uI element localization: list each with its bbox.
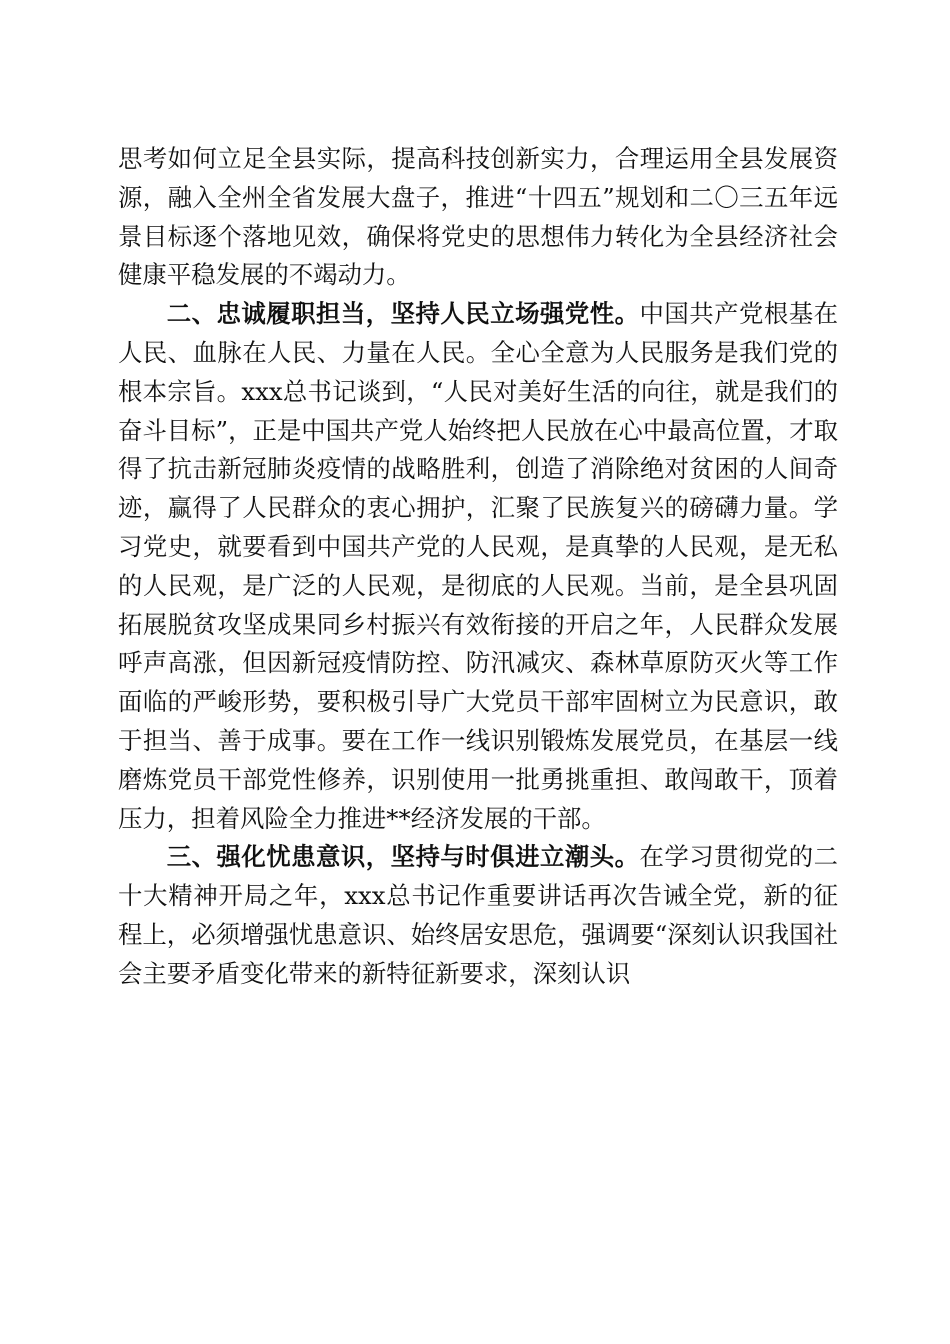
paragraph-section-three xyxy=(118,838,838,993)
section-three-heading: 三、强化忧患意识，坚持与时俱进立潮头。 xyxy=(166,842,640,872)
section-two-body: 中国共产党根基在人民、血脉在人民、力量在人民。全心全意为人民服务是我们党的根本宗旨。xxx总书记谈到，“人民对美好生活的向往，就是我们的奋斗目标”，正是中国共产党人始终把人民放在心中最高位置，才取得了抗击新冠肺炎疫情的战略胜利，创造了消除绝对贫困的人间奇迹，赢得了人民群众的衷心拥护，汇聚了民族复兴的磅礴力量。学习党史，就要看到中国共产党的人民观，是真挚的人民观，是无私的人民观，是广泛的人民观，是彻底的人民观。当前，是全县巩固拓展脱贫攻坚成果同乡村振兴有效衔接的开启之年，人民群众发展呼声高涨，但因新冠疫情防控、防汛减灾、森林草原防灭火等工作面临的严峻形势，要积极引导广大党员干部牢固树立为民意识，敢于担当、善于成事。要在工作一线识别锻炼发展党员，在基层一线磨炼党员干部党性修养，识别使用一批勇挑重担、敢闯敢干，顶着压力，担着风险全力推进**经济发展的干部。 xyxy=(118,299,838,833)
paragraph-section-two xyxy=(118,295,838,838)
section-two-heading: 二、忠诚履职担当，坚持人民立场强党性。 xyxy=(166,299,640,329)
section-three-body: 在学习贯彻党的二十大精神开局之年，xxx总书记作重要讲话再次告诫全党，新的征程上，必须增强忧患意识、始终居安思危，强调要“深刻认识我国社会主要矛盾变化带来的新特征新要求，深刻认识 xyxy=(118,842,838,988)
document-page xyxy=(118,140,838,994)
paragraph-continuation: 思考如何立足全县实际，提高科技创新实力，合理运用全县发展资源，融入全州全省发展大盘子，推进“十四五”规划和二〇三五年远景目标逐个落地见效，确保将党史的思想伟力转化为全县经济社会健康平稳发展的不竭动力。 xyxy=(118,144,838,290)
